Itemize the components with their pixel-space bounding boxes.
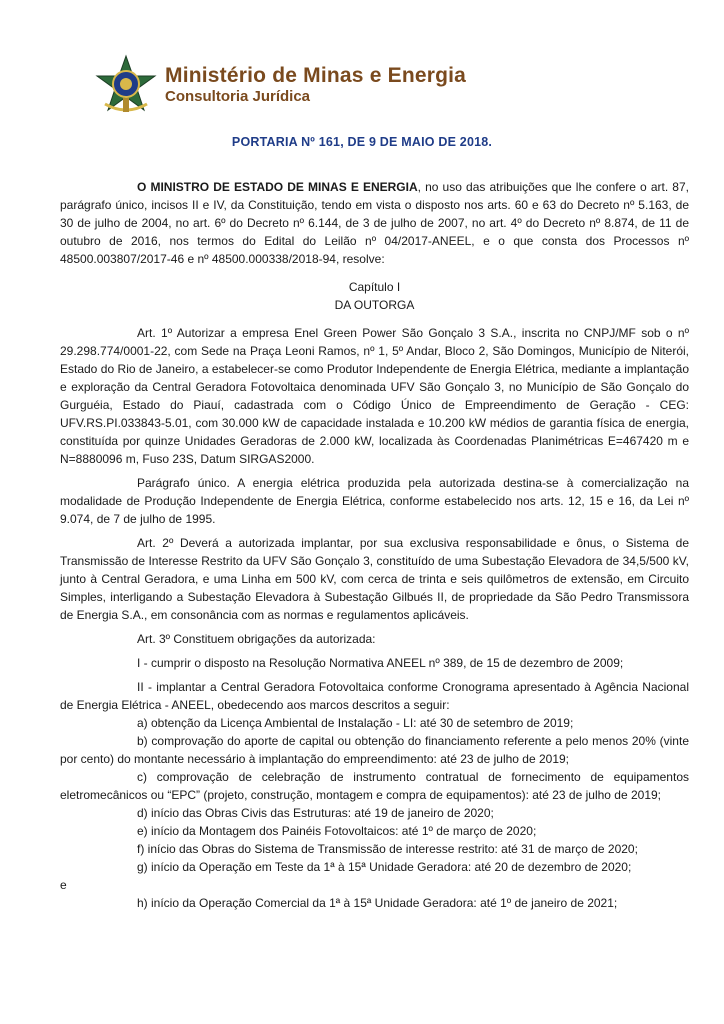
chapter-number: Capítulo I: [348, 280, 401, 294]
alinea-h: h) início da Operação Comercial da 1ª à 15ª Unidade Geradora: até 1º de janeiro de 2021;: [137, 896, 618, 910]
paragrafo-unico: Parágrafo único. A energia elétrica produzida pela autorizada destina-se à comercialização na modalidade de Produção Independente de Energia Elétrica, conforme estabelecido nos arts. 12, 15 e 16, da Lei nº 9.074, de 7 de julho de 1995.: [60, 476, 689, 526]
alinea-g: g) início da Operação em Teste da 1ª à 15ª Unidade Geradora: até 20 de dezembro de 2020;: [137, 860, 632, 874]
alinea-d: d) início das Obras Civis das Estruturas: até 19 de janeiro de 2020;: [137, 806, 494, 820]
department-name: Consultoria Jurídica: [165, 88, 311, 105]
alinea-f: f) início das Obras do Sistema de Transmissão de interesse restrito: até 31 de março de 2020;: [137, 842, 638, 856]
alinea-c: c) comprovação de celebração de instrumento contratual de fornecimento de equipamentos eletromecânicos ou “EPC” (projeto, construção, montagem e compra de equipamentos): até 23 de julho de 2019;: [60, 770, 689, 802]
ministry-name: Ministério de Minas e Energia: [165, 64, 467, 87]
inciso-1: I - cumprir o disposto na Resolução Normativa ANEEL nº 389, de 15 de dezembro de 2009;: [137, 656, 624, 670]
article-2: Art. 2º Deverá a autorizada implantar, por sua exclusiva responsabilidade e ônus, o Sistema de Transmissão de Interesse Restrito da UFV São Gonçalo 3, constituído de uma Subestação Elevadora de 34,5/500 kV, junto à Central Geradora, e uma Linha em 500 kV, com cerca de trinta e seis quilômetros de extensão, em Circuito Simples, interligando a Subestação Elevadora à Subestação Gilbués II, de propriedade da São Pedro Transmissora de Energia S.A., em consonância com as normas e regulamentos aplicáveis.: [60, 536, 689, 622]
conjunction: e: [60, 878, 67, 892]
document-title: PORTARIA Nº 161, DE 9 DE MAIO DE 2018.: [231, 135, 493, 149]
alinea-e: e) início da Montagem dos Painéis Fotovoltaicos: até 1º de março de 2020;: [137, 824, 537, 838]
inciso-2: II - implantar a Central Geradora Fotovoltaica conforme Cronograma apresentado à Agência Nacional de Energia Elétrica - ANEEL, obedecendo aos marcos descritos a seguir:: [60, 680, 689, 712]
alinea-a: a) obtenção da Licença Ambiental de Instalação - LI: até 30 de setembro de 2019;: [137, 716, 574, 730]
letterhead: [95, 54, 695, 124]
preamble-authority: O MINISTRO DE ESTADO DE MINAS E ENERGIA: [137, 180, 418, 194]
preamble-text: , no uso das atribuições que lhe confere o art. 87, parágrafo único, incisos II e IV, da Constituição, tendo em vista o disposto nos arts. 60 e 63 do Decreto nº 5.163, de 30 de julho de 2004, no art. 6º do Decreto nº 6.144, de 3 de julho de 2007, no art. 4º do Decreto nº 8.874, de 11 de outubro de 2016, nos termos do Edital do Leilão nº 04/2017-ANEEL, e o que consta dos Processos nº 48500.003807/2017-46 e nº 48500.000338/2018-94, resolve:: [60, 180, 689, 266]
alinea-b: b) comprovação do aporte de capital ou obtenção do financiamento referente a pelo menos 20% (vinte por cento) do montante necessário à implantação do empreendimento: até 23 de julho de 2019;: [60, 734, 689, 766]
article-3: Art. 3º Constituem obrigações da autorizada:: [137, 632, 376, 646]
coat-of-arms-icon: [95, 54, 157, 116]
document-body: [60, 178, 689, 912]
article-1: Art. 1º Autorizar a empresa Enel Green Power São Gonçalo 3 S.A., inscrita no CNPJ/MF sob o nº 29.298.774/0001-22, com Sede na Praça Leoni Ramos, nº 1, 5º Andar, Bloco 2, São Domingos, Município de Niterói, Estado do Rio de Janeiro, a estabelecer-se como Produtor Independente de Energia Elétrica, mediante a implantação e exploração da Central Geradora Fotovoltaica denominada UFV São Gonçalo 3, no Município de São Gonçalo do Gurguéia, Estado do Piauí, cadastrada com o Código Único de Empreendimento de Geração - CEG: UFV.RS.PI.033843-5.01, com 30.000 kW de capacidade instalada e 10.200 kW médios de garantia física de energia, constituída por quinze Unidades Geradoras de 2.000 kW, localizada às Coordenadas Planimétricas E=467420 m e N=8880096 m, Fuso 23S, Datum SIRGAS2000.: [60, 326, 689, 466]
preamble: [60, 178, 689, 268]
chapter-name: DA OUTORGA: [334, 298, 415, 312]
